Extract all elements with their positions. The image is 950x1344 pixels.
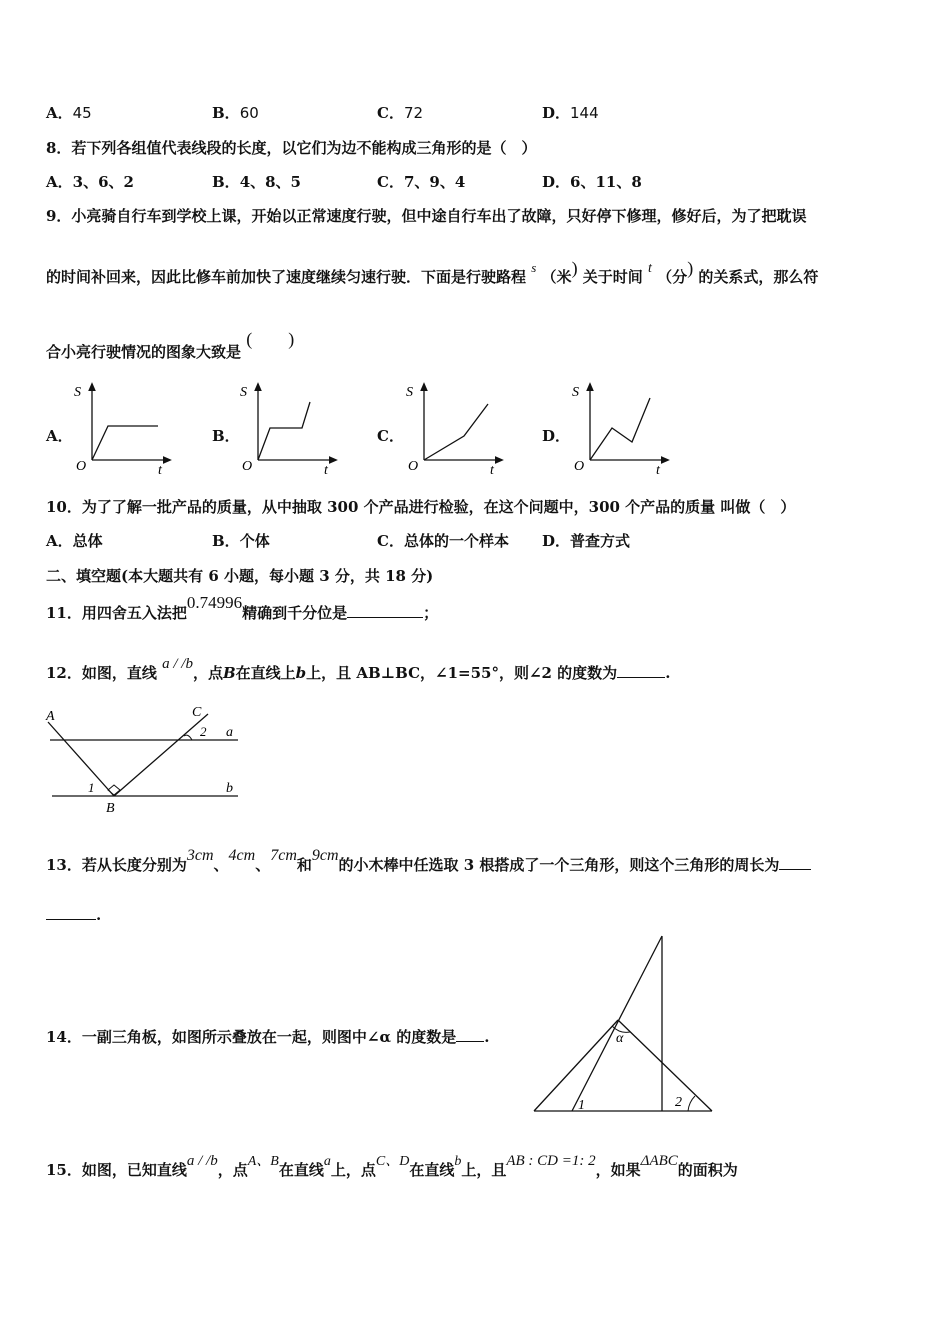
axis-label-t: t xyxy=(324,463,328,478)
axis-label-s: S xyxy=(406,385,413,400)
origin-label: O xyxy=(408,459,419,474)
q9-graph-c xyxy=(400,378,510,478)
q14-figure xyxy=(528,930,718,1116)
label-b-point: B xyxy=(106,801,115,815)
q13-line-1: 13．若从长度分别为3cm、4cm、7cm和9cm的小木棒中任选取 3 根搭成了一个三角形，则这个三角形的周长为 xyxy=(46,854,811,875)
label-a-point: A xyxy=(46,709,55,724)
angle-2-arc xyxy=(184,735,192,740)
origin-label: O xyxy=(76,459,87,474)
q9-graph-label-b: B． xyxy=(212,427,240,445)
q10-option-b: B．个体 xyxy=(212,532,270,550)
q9-line-1: 9．小亮骑自行车到学校上课，开始以正常速度行驶，但中途自行车出了故障，只好停下修理，修好后，为了把耽误 xyxy=(46,207,807,225)
segment-ab xyxy=(48,722,114,796)
angle-1-label: 1 xyxy=(578,1098,585,1113)
angle-2-label: 2 xyxy=(675,1095,682,1110)
q9-graph-b xyxy=(234,378,344,478)
axis-label-s: S xyxy=(572,385,579,400)
set-square-hypotenuse xyxy=(572,936,662,1111)
triangle-left-side xyxy=(534,1020,618,1111)
angle-2-arc xyxy=(688,1096,695,1111)
segment-bc xyxy=(114,714,208,796)
q8-option-d: D．6、11、8 xyxy=(542,173,642,191)
q11: 11．用四舍五入法把0.74996精确到千分位是 ； xyxy=(46,593,439,622)
q9-graph-a xyxy=(68,378,178,478)
q9-answer-paren: ( ) xyxy=(246,329,295,349)
q9-graph-d xyxy=(566,378,676,478)
q14: 14．一副三角板，如图所示叠放在一起，则图中∠α 的度数是 . xyxy=(46,1028,490,1046)
q9-graph-label-a: A． xyxy=(46,427,73,445)
q7-option-c: C．72 xyxy=(377,104,424,122)
axis-label-s: S xyxy=(240,385,247,400)
q9-line-3: 合小亮行驶情况的图象大致是 ( ) xyxy=(46,329,295,361)
axis-label-s: S xyxy=(74,385,81,400)
axis-label-t: t xyxy=(490,463,494,478)
q12: 12．如图，直线 a / /b，点B在直线上b上，且 AB⊥BC，∠1=55°，则∠2 的度数为 . xyxy=(46,656,671,682)
alpha-label: α xyxy=(616,1031,624,1046)
q7-option-a: A．45 xyxy=(46,104,92,122)
q9-line-2: 的时间补回来，因此比修车前加快了速度继续匀速行驶．下面是行驶路程 s （米) 关于时间 t （分) 的关系式，那么符 xyxy=(46,258,819,286)
q9-graph-label-c: C． xyxy=(377,427,404,445)
angle-2-label: 2 xyxy=(200,724,207,739)
q10-option-d: D．普查方式 xyxy=(542,532,631,550)
q8-option-b: B．4、8、5 xyxy=(212,173,301,191)
q10-option-c: C．总体的一个样本 xyxy=(377,532,509,550)
q8-stem: 8．若下列各组值代表线段的长度，以它们为边不能构成三角形的是（ ） xyxy=(46,139,537,157)
q7-option-b: B．60 xyxy=(212,104,259,122)
graph-line xyxy=(92,426,158,460)
q10-option-a: A．总体 xyxy=(46,532,103,550)
graph-line xyxy=(258,402,310,460)
q13-line-2: . xyxy=(46,906,101,924)
q10-stem: 10．为了了解一批产品的质量，从中抽取 300 个产品进行检验，在这个问题中，300 个产品的质量 叫做（ ） xyxy=(46,498,796,516)
axis-label-t: t xyxy=(656,463,660,478)
axis-label-t: t xyxy=(158,463,162,478)
angle-1-label: 1 xyxy=(88,780,95,795)
q12-figure xyxy=(40,700,250,815)
origin-label: O xyxy=(242,459,253,474)
label-line-b: b xyxy=(226,781,233,796)
right-angle-mark xyxy=(108,785,120,795)
graph-line xyxy=(424,404,488,460)
graph-line xyxy=(590,398,650,460)
section-2-heading: 二、填空题(本大题共有 6 小题，每小题 3 分，共 18 分) xyxy=(46,567,434,585)
q8-option-c: C．7、9、4 xyxy=(377,173,466,191)
label-line-a: a xyxy=(226,725,233,740)
triangle-right-side xyxy=(618,1020,712,1111)
q7-option-d: D．144 xyxy=(542,104,599,122)
origin-label: O xyxy=(574,459,585,474)
q8-option-a: A．3、6、2 xyxy=(46,173,134,191)
q15: 15．如图，已知直线a / /b，点A、B在直线a上，点C、D在直线b上，且AB : CD =1: 2，如果ΔABC的面积为 xyxy=(46,1153,738,1179)
q9-graph-label-d: D． xyxy=(542,427,571,445)
label-c-point: C xyxy=(192,705,202,720)
